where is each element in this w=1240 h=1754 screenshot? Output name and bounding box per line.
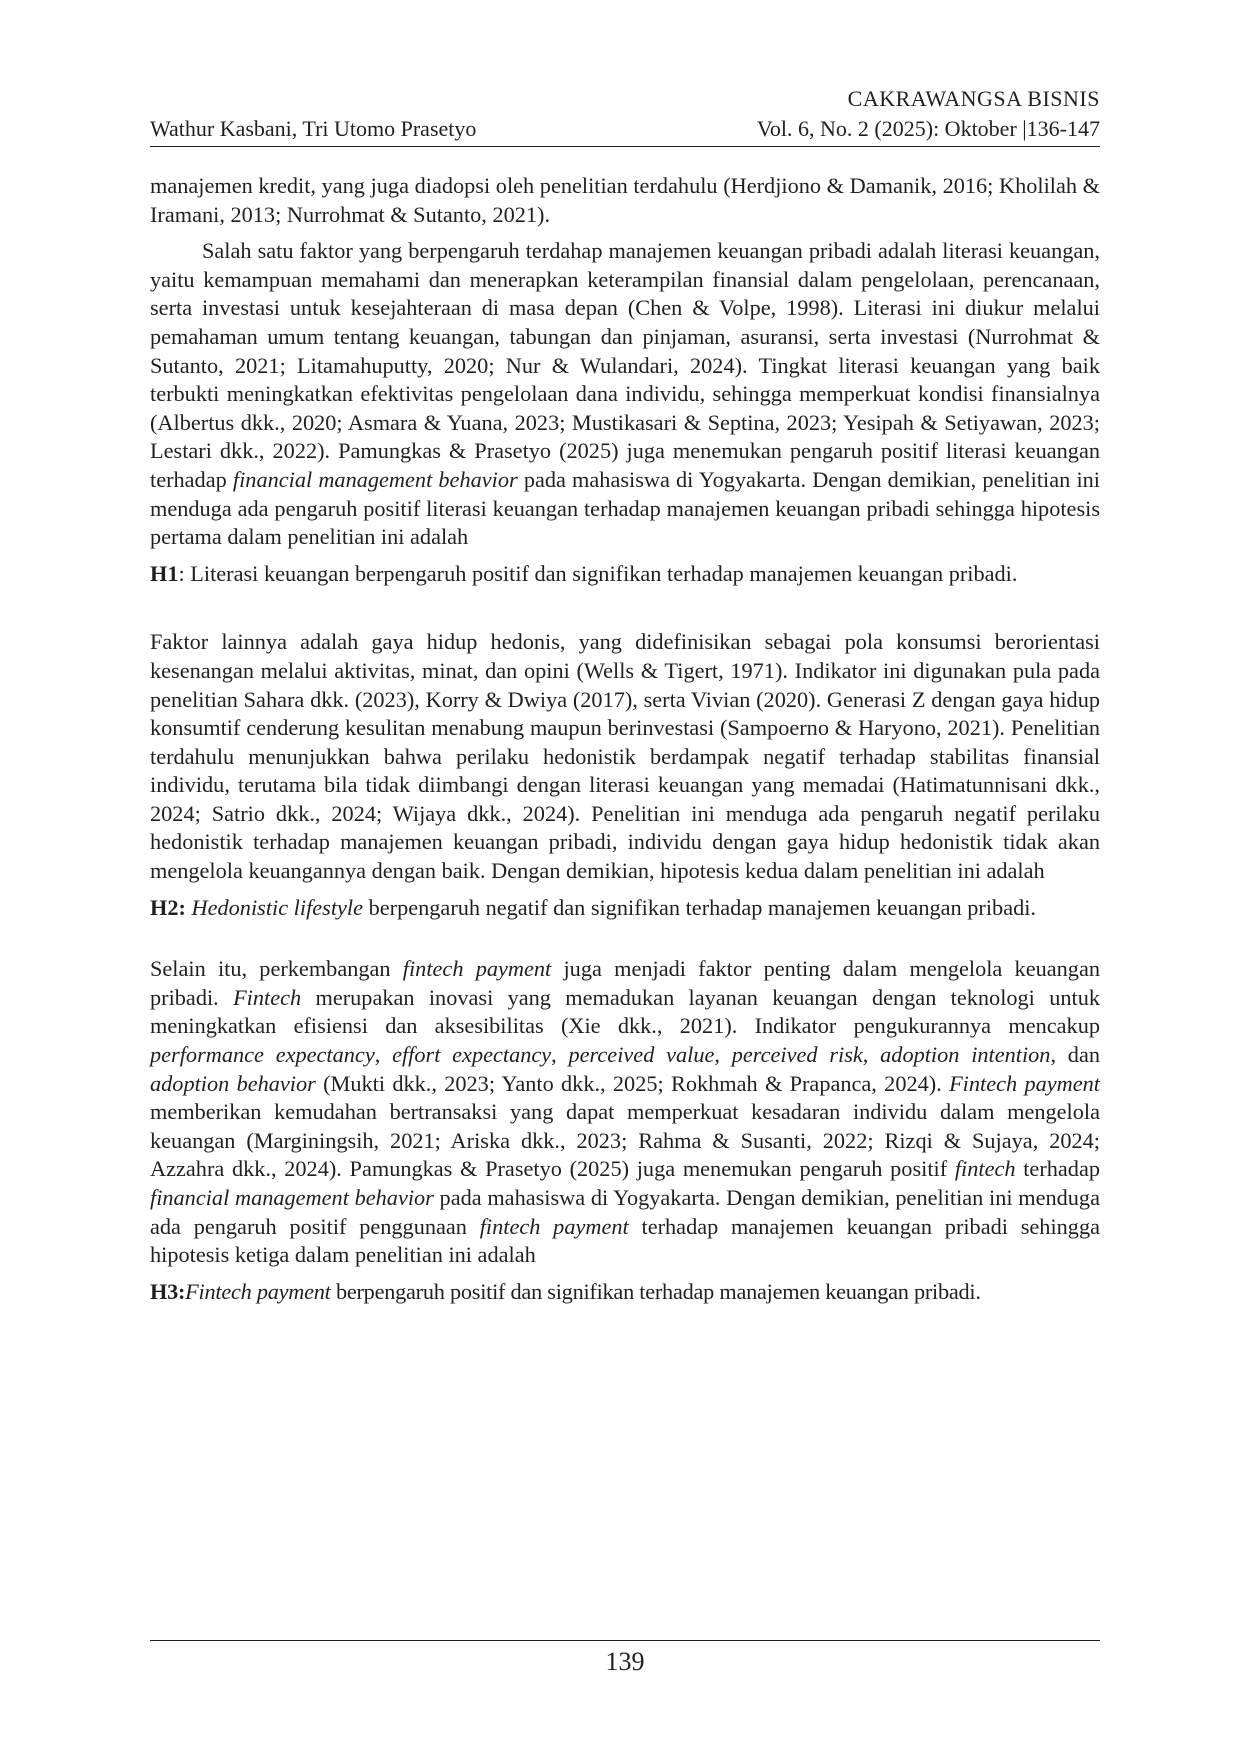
- hypothesis-label: H1: [150, 560, 179, 586]
- paragraph-text: Faktor lainnya adalah gaya hidup hedonis, yang didefinisikan sebagai pola konsumsi berorientasi kesenangan melalui aktivitas, minat, dan opini (Wells & Tigert, 1971). Indikator ini digunakan pula pada penelitian Sahara dkk. (2023), Korry & Dwiya (2017), serta Vivian (2020). Generasi Z dengan gaya hidup konsumtif cenderung kesulitan menabung maupun berinvestasi (Sampoerno & Haryono, 2021). Penelitian terdahulu menunjukkan bahwa perilaku hedonistik berdampak negatif terhadap stabilitas finansial individu, terutama bila tidak diimbangi dengan literasi keuangan yang memadai (Hatimatunnisani dkk., 2024; Satrio dkk., 2024; Wijaya dkk., 2024). Penelitian ini menduga ada pengaruh negatif perilaku hedonistik terhadap manajemen keuangan pribadi, individu dengan gaya hidup hedonistik tidak akan mengelola keuangannya dengan baik. Dengan demikian, hipotesis kedua dalam penelitian ini adalah: [150, 629, 1100, 884]
- paragraph-text: ,: [714, 1042, 732, 1068]
- italic-term: perceived risk: [731, 1042, 863, 1068]
- paragraph-continuation: [150, 172, 1100, 229]
- italic-term: Fintech: [233, 984, 302, 1010]
- italic-term: fintech: [954, 1156, 1016, 1182]
- italic-term: adoption intention: [880, 1042, 1051, 1068]
- italic-term: financial management behavior: [232, 466, 518, 492]
- volume-issue: Vol. 6, No. 2 (2025): Oktober |136-147: [756, 116, 1100, 141]
- paragraph-text: merupakan inovasi yang memadukan layanan keuangan dengan teknologi untuk meningkatkan efisiensi dan aksesibilitas (Xie dkk., 2021). Indikator pengukurannya mencakup: [150, 984, 1100, 1039]
- paragraph-text: terhadap manajemen keuangan pribadi sehingga hipotesis ketiga dalam penelitian ini adalah: [150, 1213, 1100, 1268]
- hypothesis-h3: [150, 1278, 1100, 1307]
- journal-name: CAKRAWANGSA BISNIS: [847, 86, 1100, 111]
- page-number: 139: [605, 1647, 645, 1676]
- italic-term: fintech payment: [402, 956, 552, 982]
- paragraph-text: ,: [374, 1042, 393, 1068]
- paragraph-text: terhadap: [1015, 1156, 1100, 1182]
- italic-term: fintech payment: [479, 1213, 629, 1239]
- paragraph-financial-literacy: [150, 237, 1100, 552]
- hypothesis-h2: [150, 894, 1100, 923]
- hypothesis-label: H2:: [150, 894, 186, 920]
- hypothesis-text: berpengaruh negatif dan signifikan terhadap manajemen keuangan pribadi.: [363, 894, 1037, 920]
- hypothesis-label: H3:: [150, 1278, 186, 1304]
- italic-term: financial management behavior: [150, 1185, 434, 1210]
- italic-term: performance expectancy: [150, 1042, 375, 1068]
- paragraph-text: Salah satu faktor yang berpengaruh terdahap manajemen keuangan pribadi adalah literasi keuangan, yaitu kemampuan memahami dan menerapkan keterampilan finansial dalam pengelolaan, perencanaan, serta investasi untuk kesejahteraan di masa depan (Chen & Volpe, 1998). Literasi ini diukur melalui pemahaman umum tentang keuangan, tabungan dan pinjaman, asuransi, serta investasi (Nurrohmat & Sutanto, 2021; Litamahuputty, 2020; Nur & Wulandari, 2024). Tingkat literasi keuangan yang baik terbukti meningkatkan efektivitas pengelolaan dana individu, sehingga memperkuat kondisi finansialnya (Albertus dkk., 2020; Asmara & Yuana, 2023; Mustikasari & Septina, 2023; Yesipah & Setiyawan, 2023; Lestari dkk., 2022). Pamungkas & Prasetyo (2025) juga menemukan pengaruh positif literasi keuangan terhadap: [150, 238, 1100, 492]
- paragraph-hedonistic: [150, 628, 1100, 885]
- paragraph-text: pada mahasiswa di Yogyakarta. Dengan demikian, penelitian ini menduga ada pengaruh positif literasi keuangan terhadap manajemen keuangan pribadi sehingga hipotesis pertama dalam penelitian ini adalah: [150, 466, 1100, 550]
- footer-divider: [150, 1640, 1100, 1641]
- italic-term: Fintech payment: [949, 1070, 1100, 1096]
- paragraph-text: pada mahasiswa di Yogyakarta. Dengan demikian, penelitian ini menduga ada pengaruh positif penggunaan: [150, 1185, 1100, 1239]
- running-header: [150, 86, 1100, 147]
- paragraph-text: memberikan kemudahan bertransaksi yang dapat memperkuat kesadaran individu dalam mengelola keuangan (Marginingsih, 2021; Ariska dkk., 2023; Rahma & Susanti, 2022; Rizqi & Sujaya, 2024; Azzahra dkk., 2024). Pamungkas & Prasetyo (2025) juga menemukan pengaruh positif: [150, 1099, 1100, 1182]
- paragraph-text: Selain itu, perkembangan: [150, 956, 403, 982]
- hypothesis-text: berpengaruh positif dan signifikan terhadap manajemen keuangan pribadi.: [330, 1278, 981, 1304]
- paragraph-text: (Mukti dkk., 2023; Yanto dkk., 2025; Rokhmah & Prapanca, 2024).: [315, 1070, 950, 1096]
- italic-term: effort expectancy: [392, 1042, 552, 1068]
- paragraph-text: , dan: [1050, 1042, 1101, 1068]
- paragraph-text: ,: [862, 1042, 881, 1068]
- paragraph-text: juga menjadi faktor penting dalam mengelola keuangan pribadi.: [150, 956, 1100, 1010]
- paragraph-text: manajemen kredit, yang juga diadopsi oleh penelitian terdahulu (Herdjiono & Damanik, 2016; Kholilah & Iramani, 2013; Nurrohmat & Sutanto, 2021).: [150, 173, 1100, 227]
- paragraph-fintech: [150, 955, 1100, 1270]
- main-body: [150, 172, 1100, 1306]
- hypothesis-h1: [150, 560, 1100, 589]
- italic-term: perceived value: [568, 1042, 715, 1068]
- italic-term: adoption behavior: [150, 1070, 316, 1096]
- italic-term: Hedonistic lifestyle: [191, 894, 364, 920]
- paragraph-text: ,: [551, 1042, 569, 1068]
- italic-term: Fintech payment: [185, 1278, 331, 1304]
- hypothesis-text: : Literasi keuangan berpengaruh positif dan signifikan terhadap manajemen keuangan pribadi.: [178, 560, 1018, 586]
- running-authors: Wathur Kasbani, Tri Utomo Prasetyo: [150, 116, 477, 141]
